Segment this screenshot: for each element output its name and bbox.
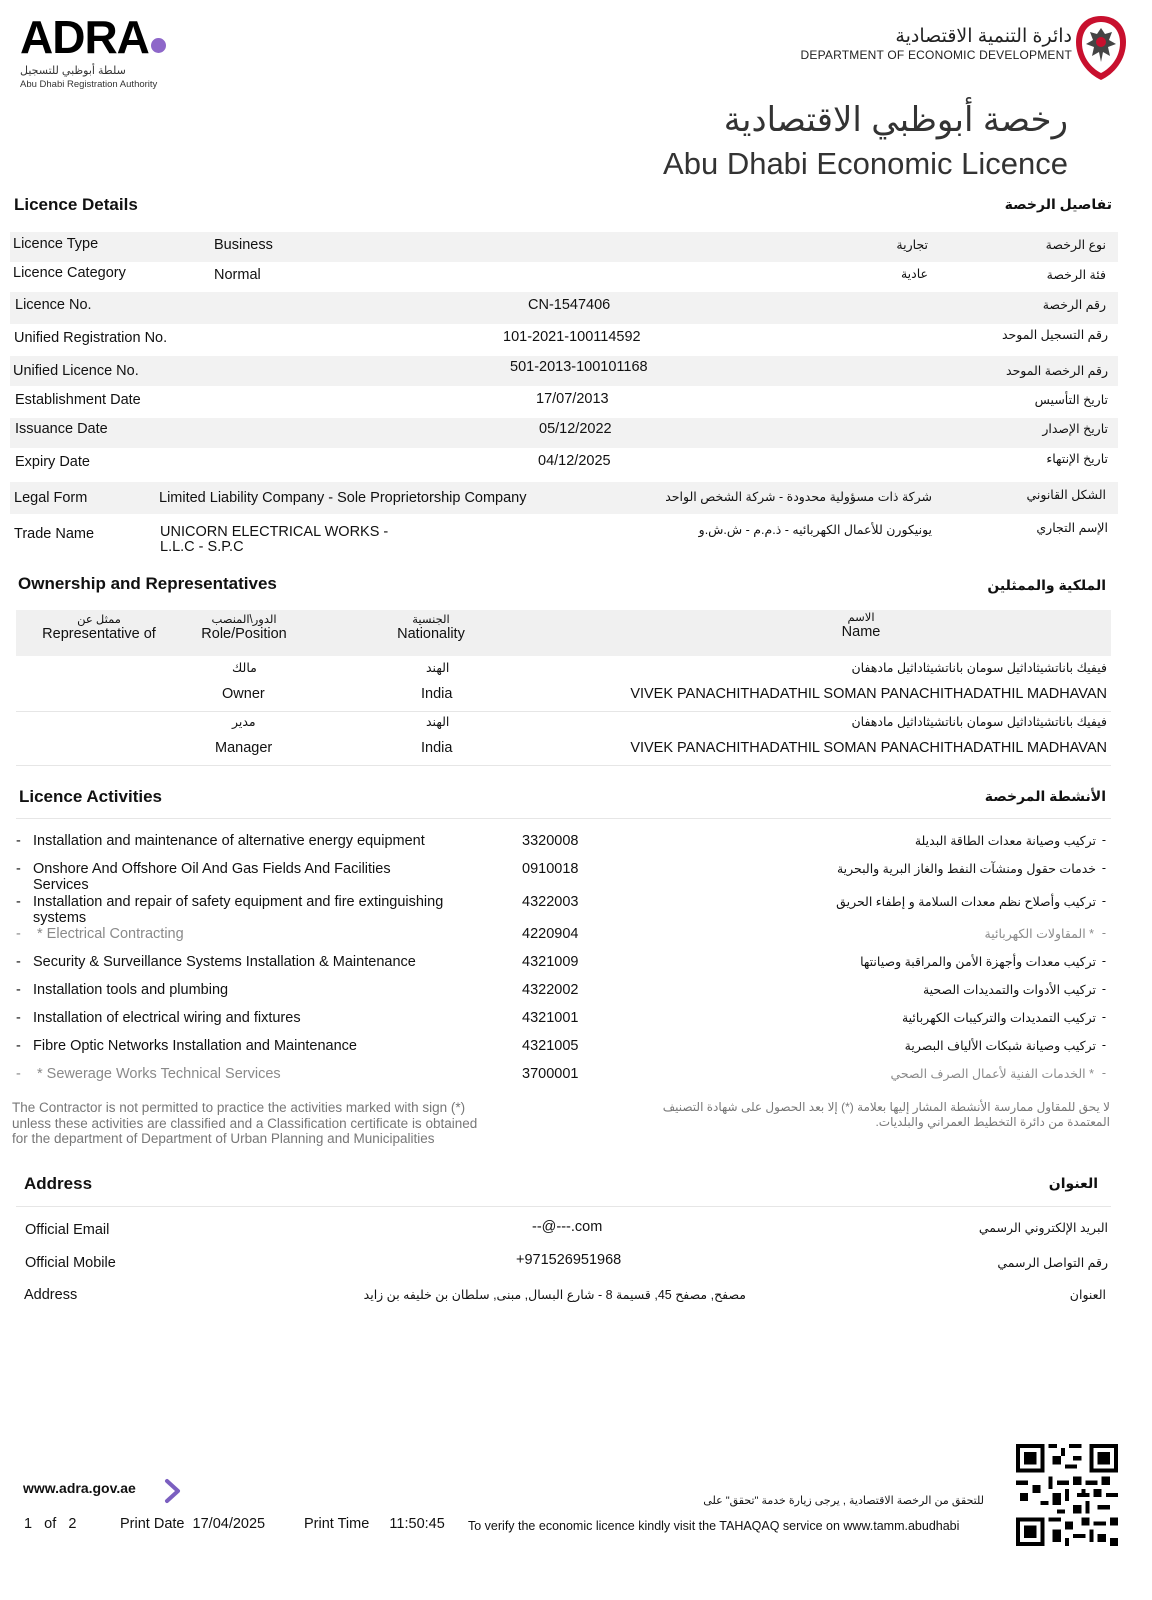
- print-date-label: Print Date: [120, 1516, 185, 1532]
- activity-name: Security & Surveillance Systems Installation & Maintenance: [33, 954, 416, 970]
- activity-name-arabic: تركيب معدات وأجهزة الأمن والمراقبة وصيانتها: [860, 955, 1096, 969]
- licence-category-label-arabic: فئة الرخصة: [1046, 268, 1106, 282]
- address-heading-arabic: العنوان: [1048, 1175, 1098, 1191]
- activity-bullet-arabic: -: [1101, 833, 1106, 847]
- activity-code: 3320008: [522, 833, 579, 849]
- activity-name-arabic: تركيب الأدوات والتمديدات الصحية: [922, 983, 1096, 997]
- licence-type-label: Licence Type: [13, 236, 99, 252]
- page-total: 2: [68, 1516, 77, 1532]
- ownership-row: [16, 658, 1111, 710]
- adra-logo-word: ADRA: [20, 11, 149, 63]
- establishment-date-label-arabic: تاريخ التأسيس: [1034, 393, 1108, 407]
- activity-code: 4322003: [522, 894, 579, 910]
- ownership-heading: Ownership and Representatives: [18, 574, 277, 593]
- owner-role: Owner: [222, 686, 265, 702]
- establishment-date-label: Establishment Date: [15, 392, 141, 408]
- expiry-date-row: [10, 448, 1118, 482]
- activity-code: 3700001: [522, 1066, 579, 1082]
- licence-details-heading-arabic: تفاصيل الرخصة: [1004, 196, 1112, 212]
- header-nationality-arabic: الجنسية: [412, 614, 450, 626]
- ded-logo: [792, 26, 1072, 62]
- unified-registration-label-arabic: رقم التسجيل الموحد: [1001, 328, 1108, 342]
- activity-name-arabic: تركيب وأصلاح نظم معدات السلامة و إطفاء الحريق: [836, 895, 1096, 909]
- activity-row: [0, 1010, 1152, 1032]
- activity-name: * Sewerage Works Technical Services: [37, 1066, 281, 1082]
- adra-english-name: Abu Dhabi Registration Authority: [20, 79, 158, 90]
- legal-form-value-arabic: شركة ذات مسؤولية محدودة - شركة الشخص الواحد: [665, 490, 932, 504]
- expiry-date-value: 04/12/2025: [538, 453, 611, 469]
- licence-category-value: Normal: [214, 267, 261, 283]
- header-representative-of-english: Representative of: [42, 626, 156, 642]
- header-role-english: Role/Position: [201, 626, 287, 642]
- issuance-date-label-arabic: تاريخ الإصدار: [1042, 422, 1108, 436]
- owner-nationality: India: [421, 686, 453, 702]
- row-divider: [16, 765, 1111, 766]
- activity-bullet: -: [16, 954, 21, 970]
- issuance-date-value: 05/12/2022: [539, 421, 612, 437]
- verify-note-arabic: للتحقق من الرخصة الاقتصادية , يرجى زيارة خدمة "تحقق" على: [703, 1495, 984, 1507]
- activity-bullet: -: [16, 894, 21, 910]
- activity-name-arabic: تركيب التمديدات والتركيبات الكهربائية: [901, 1011, 1096, 1025]
- activity-name: Onshore And Offshore Oil And Gas Fields And Facilities Services: [33, 861, 391, 893]
- trade-name-value-arabic: يونيكورن للأعمال الكهربائيه - ذ.م.م - ش.ش.و: [698, 523, 932, 537]
- licence-number-label: Licence No.: [15, 297, 92, 313]
- page-number: [24, 1516, 76, 1532]
- activity-code: 0910018: [522, 861, 579, 877]
- licence-number-value: CN-1547406: [528, 297, 611, 313]
- activity-code: 4220904: [522, 926, 579, 942]
- activity-code: 4321005: [522, 1038, 579, 1054]
- activity-bullet: -: [16, 1066, 21, 1082]
- official-email-label: Official Email: [25, 1222, 110, 1238]
- trade-name-label: Trade Name: [14, 526, 95, 542]
- manager-name: VIVEK PANACHITHADATHIL SOMAN PANACHITHADATHIL MADHAVAN: [630, 740, 1107, 756]
- activity-name-arabic: خدمات حقول ومنشآت النفط والغاز البرية والبحرية: [836, 862, 1096, 876]
- activity-row: [0, 894, 1152, 926]
- activity-bullet: -: [16, 982, 21, 998]
- page-current: 1: [24, 1516, 33, 1532]
- activity-name: * Electrical Contracting: [37, 926, 184, 942]
- licence-number-label-arabic: رقم الرخصة: [1042, 298, 1106, 312]
- print-time: [304, 1516, 445, 1532]
- adra-logo-dot: [151, 38, 166, 53]
- ownership-heading-arabic: الملكية والممثلين: [987, 577, 1106, 593]
- unified-registration-label: Unified Registration No.: [14, 330, 168, 346]
- activities-heading-arabic: الأنشطة المرخصة: [984, 788, 1106, 804]
- section-divider: [16, 1206, 1111, 1207]
- header-nationality-english: Nationality: [397, 626, 465, 642]
- activity-name-arabic: * المقاولات الكهربائية: [984, 927, 1094, 941]
- unified-licence-value: 501-2013-100101168: [510, 359, 648, 375]
- activities-heading: Licence Activities: [19, 787, 162, 806]
- activity-bullet-arabic: -: [1101, 1010, 1106, 1024]
- print-date-value: 17/04/2025: [192, 1516, 266, 1532]
- header-role-arabic: الدور\المنصب: [211, 614, 277, 626]
- licence-details-heading: Licence Details: [14, 195, 138, 214]
- trade-name-value: [160, 525, 388, 555]
- establishment-date-value: 17/07/2013: [536, 391, 609, 407]
- activity-name: Installation and maintenance of alternative energy equipment: [33, 833, 425, 849]
- activity-name: Installation and repair of safety equipment and fire extinguishing systems: [33, 894, 444, 926]
- manager-role: Manager: [215, 740, 273, 756]
- official-mobile-row: [0, 1250, 1152, 1278]
- issuance-date-row: [10, 418, 1118, 448]
- activity-row: [0, 926, 1152, 948]
- address-row: [0, 1282, 1152, 1310]
- legal-form-label: Legal Form: [14, 490, 88, 506]
- unified-registration-value: 101-2021-100114592: [503, 329, 641, 345]
- activity-code: 4322002: [522, 982, 579, 998]
- expiry-date-label-arabic: تاريخ الإنتهاء: [1046, 452, 1108, 466]
- licence-type-value: Business: [214, 237, 273, 253]
- activity-name: Installation of electrical wiring and fixtures: [33, 1010, 301, 1026]
- activity-row: [0, 954, 1152, 976]
- licence-title-arabic: رخصة أبوظبي الاقتصادية: [723, 101, 1068, 139]
- issuance-date-label: Issuance Date: [15, 421, 108, 437]
- licence-type-label-arabic: نوع الرخصة: [1045, 238, 1106, 252]
- header-nationality: [376, 612, 486, 642]
- address-heading: Address: [24, 1174, 93, 1193]
- adra-arabic-name: سلطة أبوظبي للتسجيل: [20, 65, 126, 77]
- owner-name: VIVEK PANACHITHADATHIL SOMAN PANACHITHADATHIL MADHAVAN: [630, 686, 1107, 702]
- print-time-label: Print Time: [304, 1516, 370, 1532]
- activity-bullet-arabic: -: [1101, 982, 1106, 996]
- activity-name: Installation tools and plumbing: [33, 982, 229, 998]
- licence-category-row: [10, 262, 1118, 292]
- manager-name-arabic: فيفيك باناتشيثاداثيل سومان باناتشيثاداثيل مادهفان: [851, 715, 1107, 729]
- ownership-table-header: [16, 610, 1111, 656]
- activity-bullet-arabic: -: [1101, 954, 1106, 968]
- address-label-arabic: العنوان: [1069, 1288, 1106, 1302]
- page-of: of: [44, 1516, 57, 1532]
- trade-name-line-1: UNICORN ELECTRICAL WORKS -: [160, 524, 389, 540]
- licence-category-label: Licence Category: [13, 265, 126, 281]
- address-value: مصفح, مصفح 45, قسيمة 8 - شارع البسال, مبنى, سلطان بن خليفه بن زايد: [363, 1288, 746, 1302]
- licence-title-english: Abu Dhabi Economic Licence: [663, 146, 1068, 181]
- unified-licence-row: [10, 356, 1118, 386]
- official-email-label-arabic: البريد الإلكتروني الرسمي: [978, 1221, 1108, 1235]
- activity-bullet-arabic: -: [1101, 1066, 1106, 1080]
- website-link[interactable]: www.adra.gov.ae: [23, 1480, 136, 1496]
- activity-row: [0, 1066, 1152, 1088]
- activity-bullet: -: [16, 1038, 21, 1054]
- licence-type-value-arabic: تجارية: [896, 238, 928, 252]
- activity-name-arabic: تركيب وصيانة شبكات الألياف البصرية: [904, 1039, 1096, 1053]
- activity-code: 4321001: [522, 1010, 579, 1026]
- activity-row: [0, 861, 1152, 893]
- activity-bullet: -: [16, 833, 21, 849]
- licence-type-row: [10, 232, 1118, 262]
- header-role-position: [184, 612, 304, 642]
- legal-form-value: Limited Liability Company - Sole Proprietorship Company: [159, 490, 527, 506]
- official-email-value: --@---.com: [532, 1219, 603, 1235]
- adra-logo: [20, 11, 220, 94]
- unified-licence-label-arabic: رقم الرخصة الموحد: [1006, 364, 1108, 378]
- activity-row: [0, 1038, 1152, 1060]
- ownership-row: [16, 712, 1111, 764]
- activity-name-arabic: تركيب وصيانة معدات الطاقة البديلة: [914, 834, 1096, 848]
- header-representative-of: [24, 612, 174, 642]
- manager-nationality: India: [421, 740, 453, 756]
- falcon-emblem-icon: [1072, 12, 1130, 82]
- manager-role-arabic: مدير: [232, 715, 256, 729]
- header-name-arabic: الاسم: [847, 612, 875, 624]
- legal-form-label-arabic: الشكل القانوني: [1026, 488, 1106, 502]
- section-divider: [16, 818, 1111, 819]
- activity-bullet-arabic: -: [1101, 926, 1106, 940]
- chevron-right-icon: [162, 1478, 184, 1504]
- qr-code-icon: [1016, 1444, 1118, 1546]
- activity-bullet: -: [16, 1010, 21, 1026]
- classification-note: The Contractor is not permitted to practice the activities marked with sign (*) unless these activities are classified and a Classification certificate is obtained for the department of Department of Urban Planning and Municipalities: [12, 1100, 478, 1146]
- owner-role-arabic: مالك: [232, 661, 257, 675]
- print-time-value: 11:50:45: [389, 1516, 445, 1532]
- print-date: [120, 1516, 265, 1532]
- licence-number-row: [10, 292, 1118, 324]
- activity-row: [0, 833, 1152, 855]
- address-label: Address: [24, 1287, 78, 1303]
- activity-bullet: -: [16, 926, 21, 942]
- owner-name-arabic: فيفيك باناتشيثاداثيل سومان باناتشيثاداثيل مادهفان: [851, 661, 1107, 675]
- activity-row: [0, 982, 1152, 1004]
- ded-arabic-name: دائرة التنمية الاقتصادية: [895, 26, 1072, 47]
- activity-code: 4321009: [522, 954, 579, 970]
- ded-english-name: DEPARTMENT OF ECONOMIC DEVELOPMENT: [800, 48, 1072, 62]
- legal-form-row: [10, 482, 1118, 514]
- licence-category-value-arabic: عادية: [900, 267, 928, 281]
- activity-bullet-arabic: -: [1101, 861, 1106, 875]
- trade-name-label-arabic: الإسم التجاري: [1036, 521, 1108, 535]
- trade-name-row: [10, 514, 1118, 558]
- classification-note-arabic: لا يحق للمقاول ممارسة الأنشطة المشار إليها بعلامة (*) إلا بعد الحصول على شهادة التصنيف المعتمدة من دائرة التخطيط العمراني والبلديات.: [662, 1100, 1110, 1129]
- activity-bullet: -: [16, 861, 21, 877]
- expiry-date-label: Expiry Date: [15, 454, 90, 470]
- verify-note: To verify the economic licence kindly visit the TAHAQAQ service on www.tamm.abudhabi: [468, 1519, 960, 1533]
- unified-registration-row: [10, 324, 1118, 356]
- official-mobile-label-arabic: رقم التواصل الرسمي: [997, 1256, 1108, 1270]
- activity-bullet-arabic: -: [1101, 1038, 1106, 1052]
- official-email-row: [0, 1216, 1152, 1244]
- manager-nationality-arabic: الهند: [426, 715, 450, 729]
- activity-name-arabic: * الخدمات الفنية لأعمال الصرف الصحي: [890, 1067, 1094, 1081]
- header-name-english: Name: [841, 624, 881, 640]
- header-name: [806, 610, 916, 640]
- trade-name-line-2: L.L.C - S.P.C: [160, 539, 244, 555]
- establishment-date-row: [10, 386, 1118, 418]
- official-mobile-value: +971526951968: [516, 1252, 622, 1268]
- activity-bullet-arabic: -: [1101, 894, 1106, 908]
- activity-name: Fibre Optic Networks Installation and Maintenance: [33, 1038, 357, 1054]
- header-representative-of-arabic: ممثل عن: [77, 614, 121, 626]
- unified-licence-label: Unified Licence No.: [13, 363, 139, 379]
- official-mobile-label: Official Mobile: [25, 1255, 116, 1271]
- owner-nationality-arabic: الهند: [426, 661, 450, 675]
